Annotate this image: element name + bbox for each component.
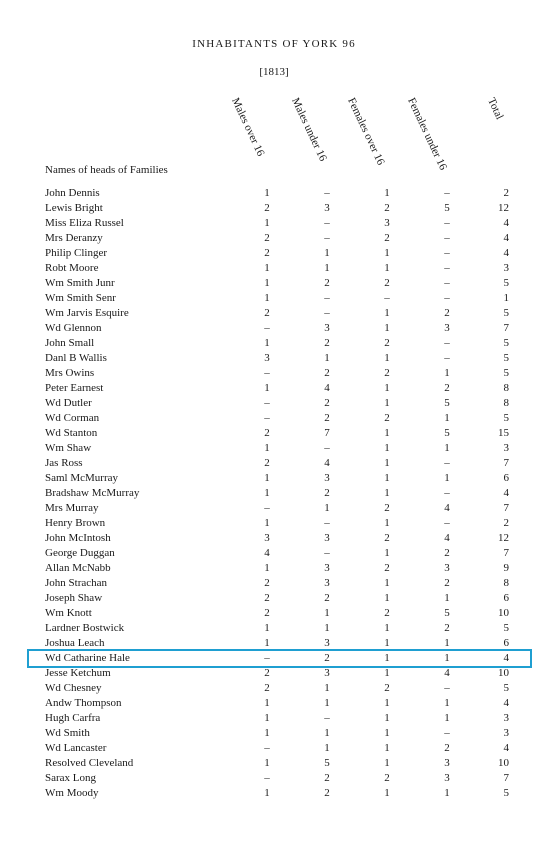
cell-males-over-16: 1 [264,187,270,199]
cell-females-under-16: 1 [444,592,450,604]
cell-females-over-16: 1 [384,382,390,394]
cell-females-under-16: – [444,352,450,364]
cell-females-over-16: 2 [384,412,390,424]
cell-females-under-16: 5 [444,427,450,439]
cell-males-under-16: – [324,307,330,319]
head-of-family-name: Robt Moore [45,262,99,274]
cell-males-under-16: 2 [324,277,330,289]
head-of-family-name: Wm Smith Senr [45,292,116,304]
cell-females-under-16: – [444,487,450,499]
cell-total: 5 [503,352,509,364]
cell-males-under-16: 2 [324,487,330,499]
head-of-family-name: Wd Corman [45,412,100,424]
table-row [0,291,548,306]
cell-males-under-16: 3 [324,202,330,214]
cell-females-over-16: 1 [384,577,390,589]
cell-females-over-16: 1 [384,757,390,769]
cell-females-under-16: 3 [444,322,450,334]
cell-males-under-16: 2 [324,772,330,784]
head-of-family-name: Bradshaw McMurray [45,487,140,499]
cell-females-over-16: 1 [384,427,390,439]
cell-females-over-16: 1 [384,472,390,484]
cell-total: 2 [503,517,509,529]
cell-males-over-16: 2 [264,457,270,469]
page-title: INHABITANTS OF YORK 96 [192,38,356,50]
cell-females-under-16: 1 [444,697,450,709]
cell-males-over-16: 2 [264,667,270,679]
cell-total: 10 [498,607,509,619]
cell-total: 7 [503,457,509,469]
cell-females-under-16: 4 [444,532,450,544]
cell-males-over-16: 2 [264,577,270,589]
table-row [0,381,548,396]
cell-total: 3 [503,712,509,724]
head-of-family-name: Wd Lancaster [45,742,107,754]
cell-total: 2 [503,187,509,199]
cell-males-under-16: 2 [324,592,330,604]
cell-females-under-16: 5 [444,202,450,214]
cell-females-under-16: – [444,517,450,529]
cell-females-over-16: 2 [384,337,390,349]
head-of-family-name: Danl B Wallis [45,352,107,364]
cell-females-under-16: 4 [444,667,450,679]
cell-males-over-16: 1 [264,217,270,229]
cell-males-under-16: – [324,547,330,559]
cell-females-over-16: 1 [384,637,390,649]
cell-males-over-16: 2 [264,427,270,439]
cell-males-over-16: 2 [264,592,270,604]
cell-females-over-16: 2 [384,202,390,214]
table-row [0,216,548,231]
cell-females-over-16: 1 [384,547,390,559]
cell-males-under-16: 2 [324,787,330,799]
cell-females-over-16: 2 [384,277,390,289]
cell-males-under-16: 1 [324,682,330,694]
cell-females-under-16: 5 [444,607,450,619]
head-of-family-name: Sarax Long [45,772,97,784]
cell-total: 5 [503,307,509,319]
head-of-family-name: Peter Earnest [45,382,104,394]
cell-males-under-16: 1 [324,247,330,259]
cell-total: 12 [498,532,509,544]
cell-females-over-16: 1 [384,787,390,799]
cell-females-under-16: 3 [444,562,450,574]
cell-total: 3 [503,442,509,454]
cell-females-under-16: – [444,727,450,739]
cell-total: 5 [503,277,509,289]
cell-total: 6 [503,637,509,649]
cell-males-under-16: 1 [324,622,330,634]
head-of-family-name: Philip Clinger [45,247,108,259]
cell-females-under-16: – [444,277,450,289]
column-header-males-over-16: Males over 16 [229,96,267,159]
cell-females-over-16: 1 [384,262,390,274]
head-of-family-name: Wm Moody [45,787,99,799]
cell-females-under-16: 2 [444,742,450,754]
cell-males-over-16: 2 [264,682,270,694]
column-header-females-over-16: Females over 16 [345,96,387,167]
cell-males-under-16: – [324,517,330,529]
head-of-family-name: Wd Catharine Hale [45,652,130,664]
cell-males-under-16: 1 [324,352,330,364]
cell-males-under-16: 3 [324,322,330,334]
cell-females-over-16: 1 [384,712,390,724]
census-table [0,186,548,801]
cell-males-over-16: 3 [264,532,270,544]
head-of-family-name: John Dennis [45,187,100,199]
cell-males-over-16: 1 [264,727,270,739]
cell-males-under-16: 2 [324,412,330,424]
cell-total: 6 [503,592,509,604]
cell-males-under-16: 3 [324,667,330,679]
table-row [0,636,548,651]
head-of-family-name: Joseph Shaw [45,592,103,604]
head-of-family-name: Joshua Leach [45,637,105,649]
names-column-header: Names of heads of Families [45,164,168,176]
head-of-family-name: Lardner Bostwick [45,622,125,634]
cell-total: 7 [503,772,509,784]
cell-females-over-16: 2 [384,682,390,694]
cell-total: 4 [503,232,509,244]
table-row [0,711,548,726]
head-of-family-name: Saml McMurray [45,472,119,484]
cell-females-under-16: 1 [444,367,450,379]
cell-total: 5 [503,787,509,799]
cell-males-over-16: – [264,397,270,409]
cell-males-under-16: 7 [324,427,330,439]
cell-total: 3 [503,262,509,274]
cell-total: 12 [498,202,509,214]
cell-total: 8 [503,577,509,589]
cell-females-under-16: – [444,292,450,304]
cell-females-under-16: – [444,262,450,274]
cell-total: 4 [503,652,509,664]
cell-males-under-16: 3 [324,577,330,589]
cell-total: 15 [498,427,509,439]
cell-total: 4 [503,742,509,754]
cell-females-over-16: 2 [384,607,390,619]
table-row [0,756,548,771]
cell-females-under-16: 2 [444,577,450,589]
table-row [0,306,548,321]
cell-males-under-16: 1 [324,502,330,514]
cell-females-over-16: 1 [384,727,390,739]
head-of-family-name: Wm Shaw [45,442,92,454]
cell-males-over-16: – [264,502,270,514]
cell-males-over-16: 1 [264,487,270,499]
cell-males-over-16: 1 [264,562,270,574]
cell-males-over-16: 1 [264,337,270,349]
cell-females-under-16: 2 [444,382,450,394]
head-of-family-name: Jas Ross [45,457,83,469]
cell-males-over-16: – [264,772,270,784]
head-of-family-name: Henry Brown [45,517,106,529]
cell-males-under-16: 3 [324,562,330,574]
cell-females-under-16: 2 [444,622,450,634]
cell-females-under-16: 1 [444,637,450,649]
cell-females-under-16: 2 [444,547,450,559]
cell-males-over-16: – [264,412,270,424]
cell-total: 6 [503,472,509,484]
table-row [0,726,548,741]
cell-total: 5 [503,412,509,424]
head-of-family-name: Jesse Ketchum [45,667,111,679]
head-of-family-name: Resolved Cleveland [45,757,134,769]
column-header-females-under-16: Females under 16 [405,96,450,172]
cell-males-over-16: 1 [264,442,270,454]
table-row [0,321,548,336]
cell-males-over-16: 1 [264,292,270,304]
cell-males-over-16: 2 [264,232,270,244]
table-row [0,606,548,621]
table-row [0,336,548,351]
cell-males-over-16: 1 [264,712,270,724]
cell-males-over-16: 1 [264,622,270,634]
cell-males-under-16: 1 [324,697,330,709]
cell-females-over-16: 1 [384,697,390,709]
cell-females-under-16: – [444,217,450,229]
head-of-family-name: Wd Glennon [45,322,102,334]
head-of-family-name: John McIntosh [45,532,111,544]
cell-total: 4 [503,217,509,229]
table-row [0,201,548,216]
cell-males-under-16: 2 [324,397,330,409]
cell-total: 5 [503,337,509,349]
head-of-family-name: Wd Chesney [45,682,102,694]
cell-males-under-16: 2 [324,652,330,664]
table-row [0,651,548,666]
cell-males-over-16: – [264,652,270,664]
cell-females-under-16: 1 [444,412,450,424]
cell-females-under-16: 1 [444,787,450,799]
cell-males-under-16: – [324,217,330,229]
cell-males-under-16: – [324,442,330,454]
cell-males-over-16: 1 [264,472,270,484]
cell-total: 5 [503,682,509,694]
table-row [0,261,548,276]
cell-males-over-16: 1 [264,517,270,529]
head-of-family-name: Wd Smith [45,727,90,739]
head-of-family-name: Mrs Owins [45,367,95,379]
cell-females-over-16: 1 [384,667,390,679]
cell-males-over-16: 1 [264,277,270,289]
cell-total: 3 [503,727,509,739]
cell-females-over-16: 2 [384,772,390,784]
cell-males-over-16: 1 [264,697,270,709]
cell-males-over-16: 2 [264,307,270,319]
page-year: [1813] [259,66,289,78]
cell-females-over-16: 1 [384,442,390,454]
table-row [0,561,548,576]
cell-females-over-16: 1 [384,322,390,334]
cell-total: 8 [503,397,509,409]
table-row [0,231,548,246]
table-row [0,426,548,441]
table-row [0,501,548,516]
cell-females-over-16: 1 [384,352,390,364]
head-of-family-name: Wd Stanton [45,427,98,439]
table-row [0,411,548,426]
table-row [0,621,548,636]
table-row [0,666,548,681]
cell-females-over-16: 1 [384,307,390,319]
cell-total: 7 [503,322,509,334]
column-header-males-under-16: Males under 16 [289,96,329,164]
table-row [0,456,548,471]
cell-males-under-16: 1 [324,727,330,739]
column-header-total: Total [485,96,506,122]
head-of-family-name: Wm Jarvis Esquire [45,307,129,319]
cell-females-over-16: 3 [384,217,390,229]
cell-males-under-16: 2 [324,337,330,349]
cell-total: 10 [498,757,509,769]
cell-females-over-16: 1 [384,487,390,499]
cell-females-under-16: – [444,232,450,244]
cell-males-over-16: – [264,367,270,379]
cell-females-over-16: 1 [384,517,390,529]
head-of-family-name: Wm Smith Junr [45,277,115,289]
table-row [0,771,548,786]
head-of-family-name: Wd Dutler [45,397,92,409]
cell-males-over-16: 1 [264,757,270,769]
cell-females-over-16: 1 [384,457,390,469]
cell-males-over-16: – [264,742,270,754]
cell-males-under-16: 4 [324,382,330,394]
cell-females-under-16: 5 [444,397,450,409]
cell-females-under-16: – [444,247,450,259]
cell-males-under-16: – [324,712,330,724]
table-row [0,696,548,711]
cell-total: 4 [503,487,509,499]
cell-females-over-16: 2 [384,502,390,514]
cell-females-under-16: – [444,337,450,349]
head-of-family-name: Hugh Carfra [45,712,101,724]
table-row [0,576,548,591]
head-of-family-name: Mrs Deranzy [45,232,103,244]
cell-males-over-16: 1 [264,382,270,394]
cell-males-over-16: 2 [264,247,270,259]
cell-females-under-16: 3 [444,772,450,784]
cell-males-under-16: – [324,232,330,244]
table-row [0,516,548,531]
cell-males-under-16: 3 [324,532,330,544]
cell-males-over-16: – [264,322,270,334]
cell-males-under-16: – [324,292,330,304]
cell-males-under-16: 1 [324,742,330,754]
cell-females-over-16: 2 [384,532,390,544]
head-of-family-name: Miss Eliza Russel [45,217,124,229]
cell-males-over-16: 2 [264,607,270,619]
table-row [0,486,548,501]
table-row [0,531,548,546]
cell-males-under-16: 5 [324,757,330,769]
cell-females-under-16: – [444,187,450,199]
cell-females-under-16: 3 [444,757,450,769]
table-row [0,276,548,291]
table-row [0,366,548,381]
cell-females-over-16: 1 [384,742,390,754]
cell-females-under-16: – [444,457,450,469]
cell-females-under-16: 4 [444,502,450,514]
cell-total: 5 [503,367,509,379]
cell-females-over-16: 2 [384,562,390,574]
cell-males-over-16: 3 [264,352,270,364]
cell-males-over-16: 1 [264,637,270,649]
cell-females-under-16: 2 [444,307,450,319]
head-of-family-name: Mrs Murray [45,502,99,514]
cell-total: 5 [503,622,509,634]
cell-females-under-16: 1 [444,472,450,484]
cell-females-over-16: 2 [384,367,390,379]
cell-males-over-16: 4 [264,547,270,559]
cell-males-under-16: 3 [324,637,330,649]
table-row [0,396,548,411]
table-row [0,546,548,561]
table-row [0,471,548,486]
cell-females-over-16: 2 [384,232,390,244]
head-of-family-name: John Strachan [45,577,108,589]
table-row [0,351,548,366]
cell-males-under-16: 1 [324,262,330,274]
table-row [0,786,548,801]
table-row [0,591,548,606]
table-row [0,246,548,261]
cell-females-under-16: 1 [444,712,450,724]
cell-males-under-16: – [324,187,330,199]
cell-males-under-16: 4 [324,457,330,469]
cell-males-under-16: 2 [324,367,330,379]
table-row [0,741,548,756]
cell-males-over-16: 1 [264,787,270,799]
cell-total: 7 [503,547,509,559]
cell-total: 1 [503,292,509,304]
cell-total: 4 [503,247,509,259]
cell-males-over-16: 1 [264,262,270,274]
cell-total: 4 [503,697,509,709]
cell-males-under-16: 3 [324,472,330,484]
head-of-family-name: Wm Knott [45,607,92,619]
cell-females-over-16: 1 [384,652,390,664]
cell-females-over-16: 1 [384,622,390,634]
cell-total: 7 [503,502,509,514]
cell-males-over-16: 2 [264,202,270,214]
head-of-family-name: George Duggan [45,547,115,559]
head-of-family-name: Allan McNabb [45,562,111,574]
cell-females-over-16: – [384,292,390,304]
table-row [0,186,548,201]
cell-females-under-16: 1 [444,442,450,454]
cell-females-over-16: 1 [384,592,390,604]
head-of-family-name: Lewis Bright [45,202,103,214]
cell-total: 9 [503,562,509,574]
cell-males-under-16: 1 [324,607,330,619]
table-row [0,681,548,696]
table-row [0,441,548,456]
head-of-family-name: Andw Thompson [45,697,122,709]
cell-females-over-16: 1 [384,397,390,409]
cell-females-under-16: – [444,682,450,694]
cell-total: 8 [503,382,509,394]
cell-females-over-16: 1 [384,247,390,259]
cell-total: 10 [498,667,509,679]
cell-females-under-16: 1 [444,652,450,664]
head-of-family-name: John Small [45,337,95,349]
cell-females-over-16: 1 [384,187,390,199]
